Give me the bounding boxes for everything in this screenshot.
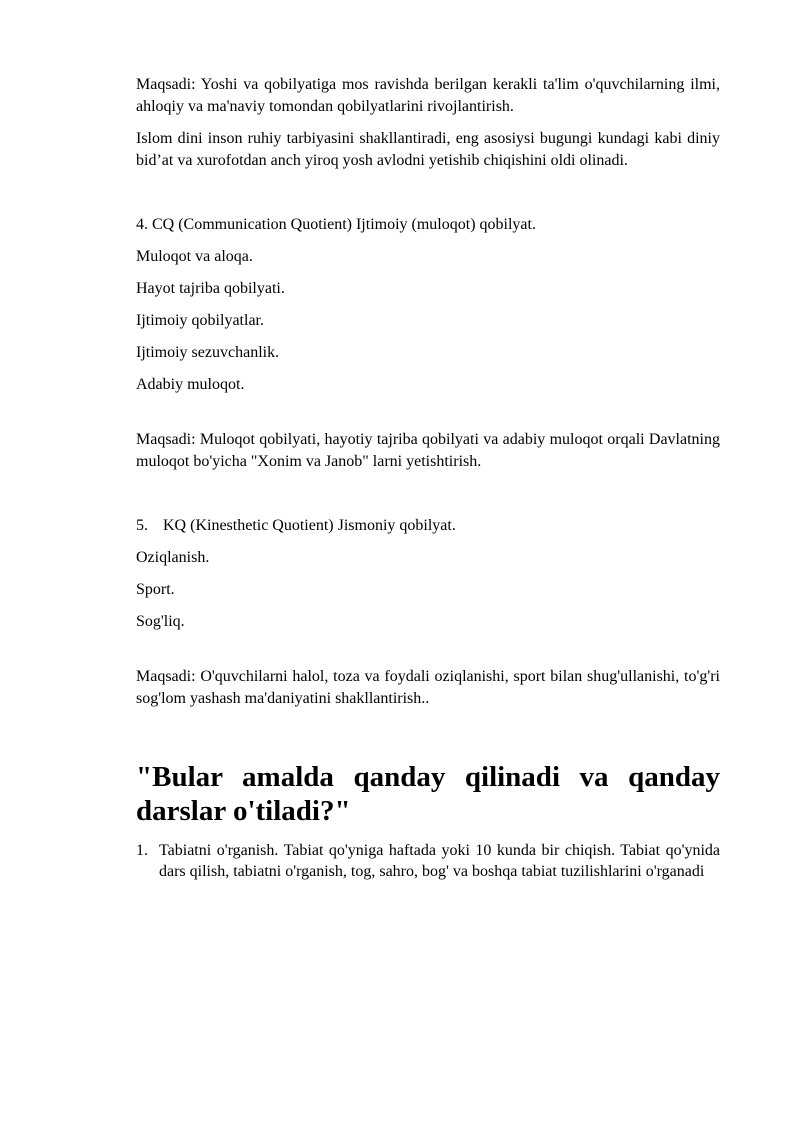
section-4-item-1: Muloqot va aloqa.: [136, 248, 253, 265]
islam-paragraph: Islom dini inson ruhiy tarbiyasini shakllantiradi, eng asosiysi bugungi kundagi kabi diniy bid’at va xurofotdan anch yiroq yosh avlodni yetishib chiqishini oldi olinadi.: [136, 130, 720, 169]
list-item: [136, 840, 720, 882]
list-item-number: 1.: [136, 842, 148, 859]
document-page: [136, 74, 720, 882]
practice-heading: "Bular amalda qanday qilinadi va qanday darslar o'tiladi?": [136, 761, 720, 827]
section-4-item-4: Ijtimoiy sezuvchanlik.: [136, 344, 280, 361]
section-5-item-3: Sog'liq.: [136, 613, 185, 630]
section-4-item-3: Ijtimoiy qobilyatlar.: [136, 312, 264, 329]
section-4-item-2: Hayot tajriba qobilyati.: [136, 280, 285, 297]
list-item-text: Tabiatni o'rganish. Tabiat qo'yniga haftada yoki 10 kunda bir chiqish. Tabiat qo'ynida dars qilish, tabiatni o'rganish, tog, sahro, bog' va boshqa tabiat tuzilishlarini o'rganadi: [159, 842, 720, 880]
practice-list: [136, 840, 720, 882]
section-5-title-text: KQ (Kinesthetic Quotient) Jismoniy qobilyat.: [163, 517, 456, 534]
section-5-goal: Maqsadi: O'quvchilarni halol, toza va foydali oziqlanishi, sport bilan shug'ullanishi, to'g'ri sog'lom yashash ma'daniyatini shakllantirish..: [136, 668, 720, 707]
section-5-item-1: Oziqlanish.: [136, 549, 210, 566]
section-4-item-5: Adabiy muloqot.: [136, 376, 245, 393]
section-5-item-2: Sport.: [136, 581, 175, 598]
section-5-title: [136, 515, 720, 537]
goal-paragraph-intro: Maqsadi: Yoshi va qobilyatiga mos ravishda berilgan kerakli ta'lim o'quvchilarning ilmi, ahloqiy va ma'naviy tomondan qobilyatlarini rivojlantirish.: [136, 76, 720, 115]
section-4-goal: Maqsadi: Muloqot qobilyati, hayotiy tajriba qobilyati va adabiy muloqot orqali Davlatning muloqot bo'yicha "Xonim va Janob" larni yetishtirish.: [136, 431, 720, 470]
section-5-number: 5.: [136, 517, 148, 534]
section-4-title: 4. CQ (Communication Quotient) Ijtimoiy (muloqot) qobilyat.: [136, 216, 536, 233]
